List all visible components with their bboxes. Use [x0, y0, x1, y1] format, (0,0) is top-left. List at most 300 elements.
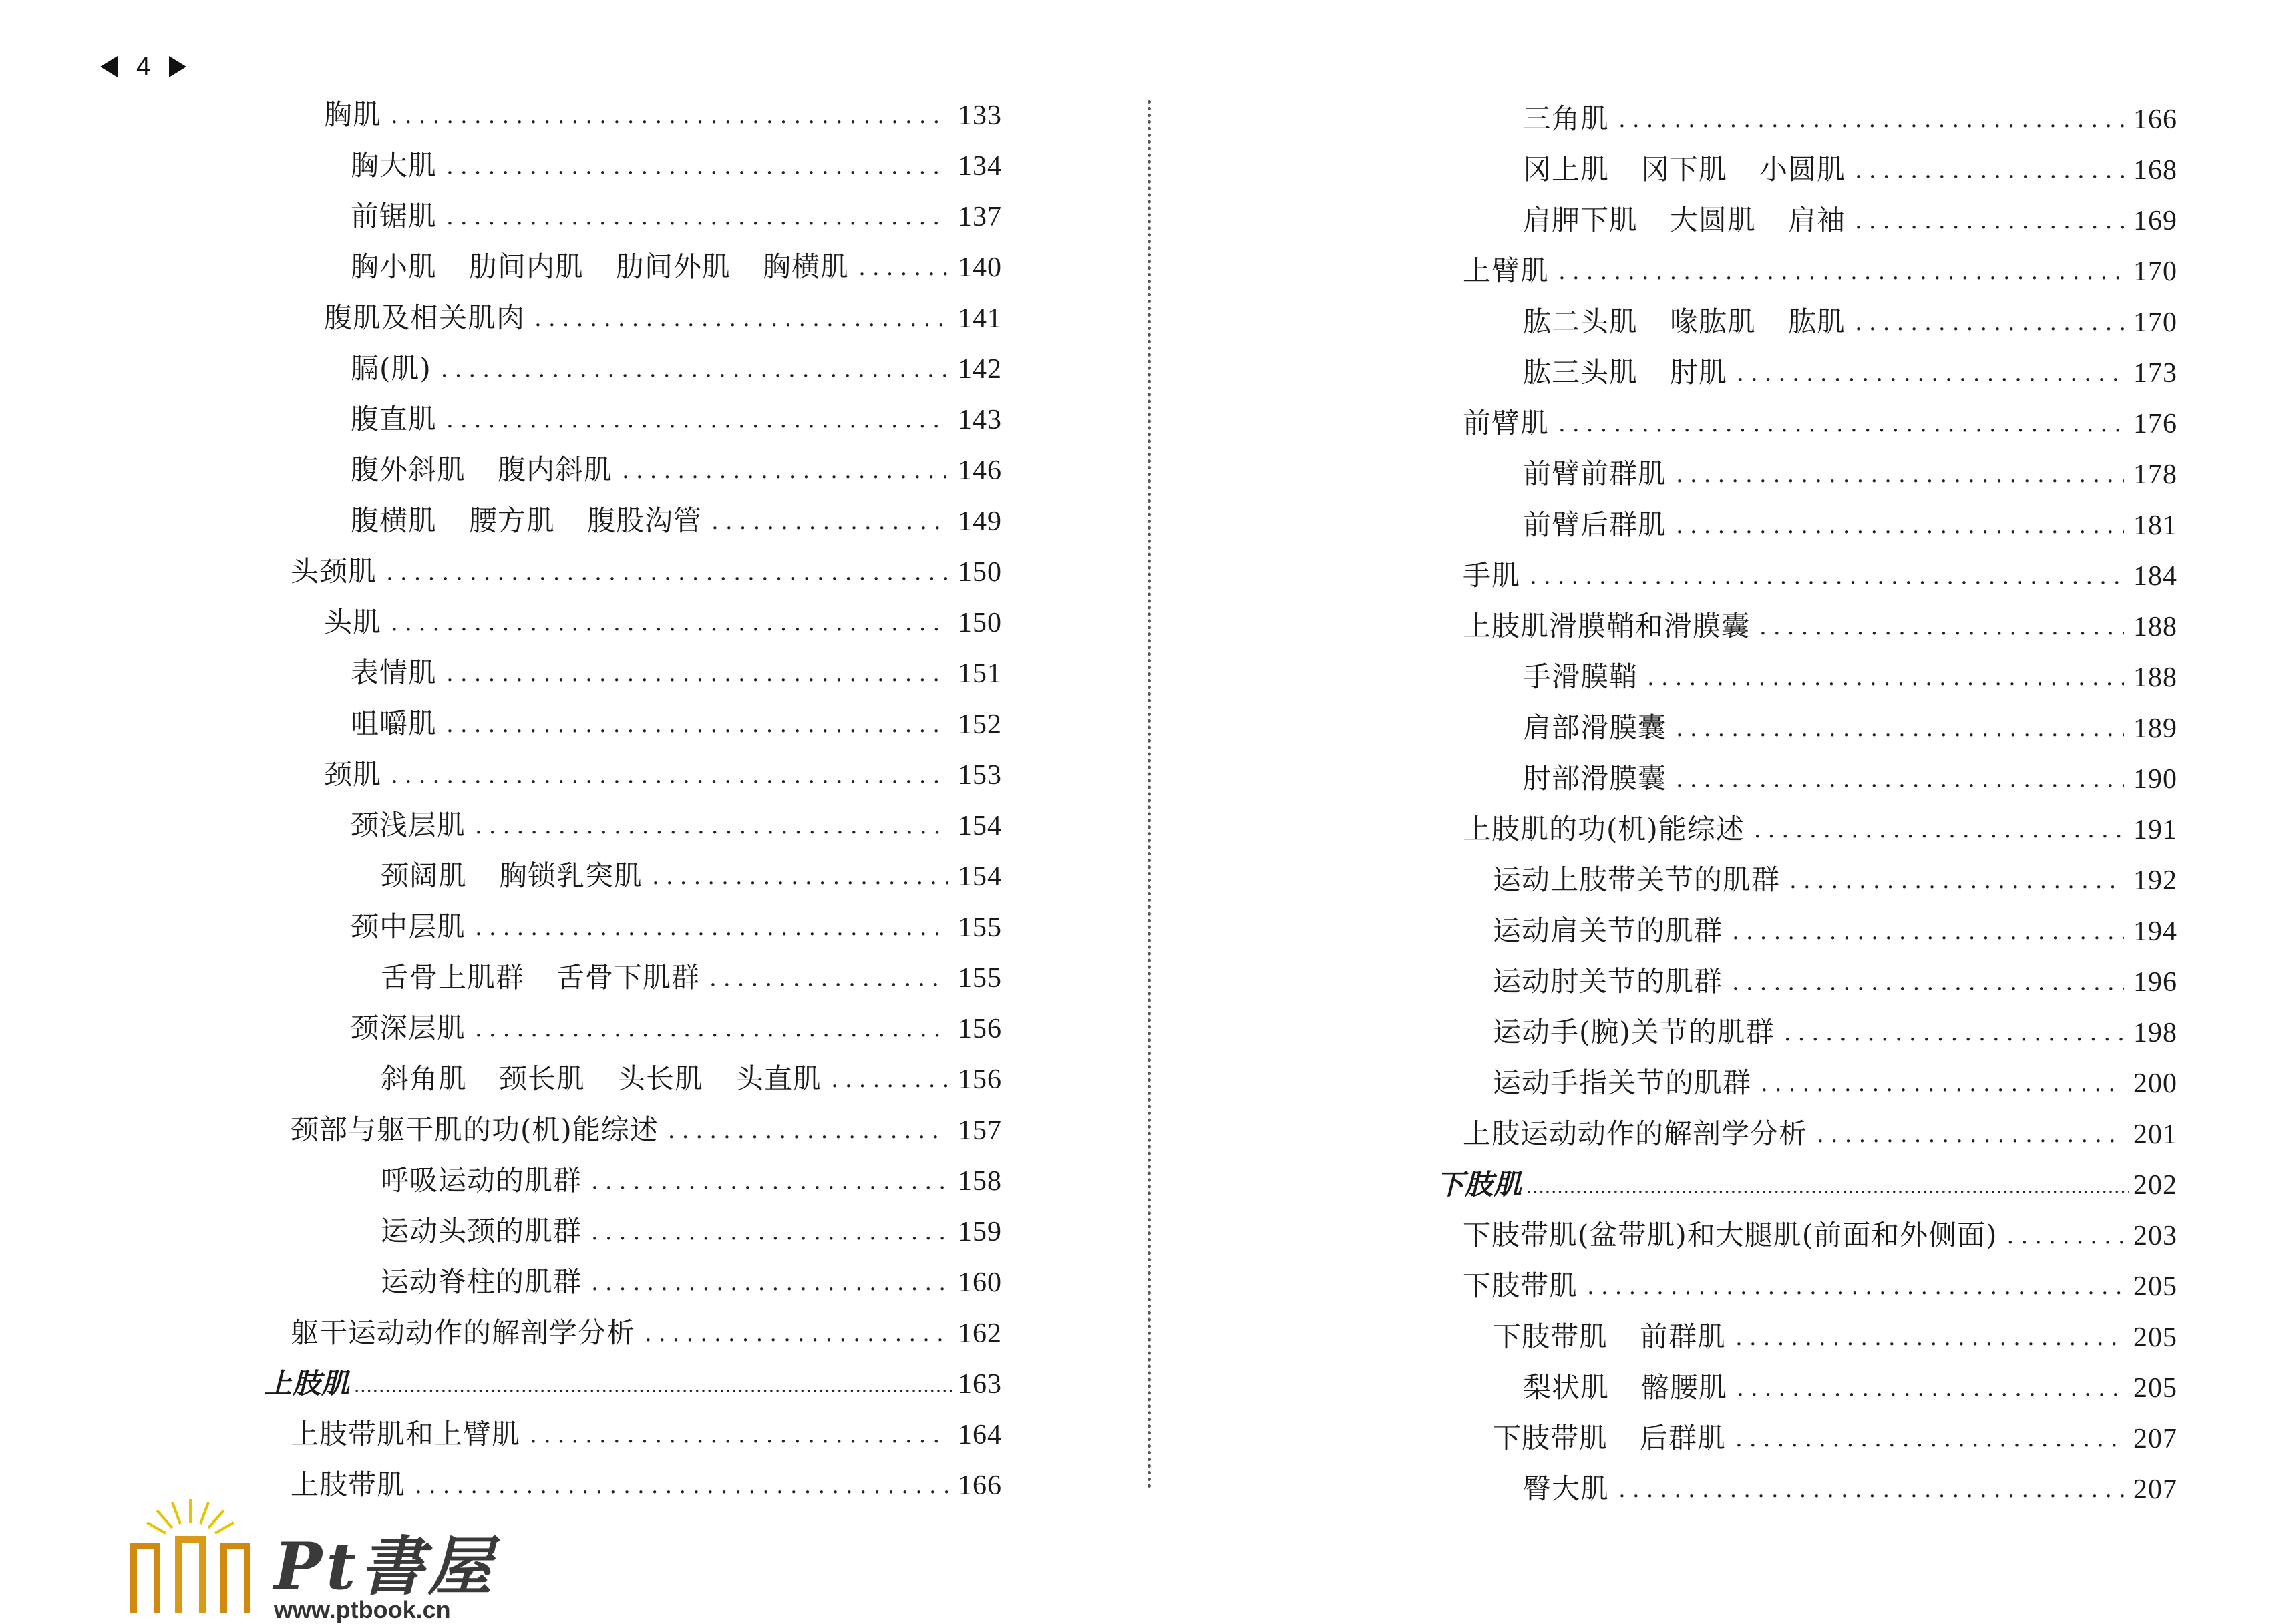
- toc-page-number: 157: [958, 1115, 1002, 1146]
- toc-entry-title: [1463, 556, 1520, 596]
- toc-page-number: 159: [958, 1217, 1002, 1247]
- toc-row[interactable]: [1493, 1317, 2177, 1357]
- toc-page-number: 184: [2133, 561, 2177, 592]
- toc-entry-title-part: 表情肌: [351, 656, 437, 689]
- toc-entry-title-part: 下肢带肌: [1463, 1269, 1578, 1302]
- toc-entry-title-part: 肱二头肌: [1523, 305, 1638, 338]
- dot-leader: [1558, 404, 2124, 444]
- logo-text: Pt書屋: [274, 1529, 496, 1604]
- toc-entry-title-part: 手滑膜鞘: [1523, 660, 1638, 693]
- toc-entry-title: [381, 856, 643, 896]
- toc-entry-title: [1493, 1418, 1726, 1458]
- column-divider: [1148, 100, 1151, 1489]
- toc-entry-title-part: 舌骨下肌群: [556, 961, 701, 994]
- toc-entry-title-part: 上肢运动动作的解剖学分析: [1463, 1117, 1808, 1150]
- toc-entry-title-part: 下肢带肌(盆带肌)和大腿肌(前面和外侧面): [1463, 1219, 1998, 1251]
- dot-leader: [354, 1366, 954, 1406]
- toc-entry-title-part: 后群肌: [1640, 1422, 1727, 1454]
- toc-row[interactable]: [381, 1059, 1002, 1099]
- toc-entry-title: [381, 1161, 582, 1201]
- toc-entry-title-part: 颈深层肌: [351, 1012, 466, 1044]
- toc-entry-title-part: 小圆肌: [1759, 153, 1846, 186]
- toc-row[interactable]: [1523, 1368, 2177, 1408]
- toc-entry-title-part: 前臂前群肌: [1523, 457, 1667, 490]
- toc-page-number: 149: [958, 506, 1002, 537]
- toc-entry-title: [351, 1008, 466, 1048]
- toc-entry-title-part: 颈肌: [324, 758, 382, 791]
- toc-entry-title-part: 胸肌: [324, 98, 382, 131]
- toc-entry-title: [1436, 1165, 1522, 1205]
- toc-page-number: 166: [2133, 104, 2177, 135]
- toc-entry-title: [1523, 759, 1666, 799]
- dot-leader: [1587, 1267, 2124, 1307]
- toc-entry-title-part: 腹内斜肌: [498, 453, 613, 486]
- toc-entry-title-part: 三角肌: [1523, 102, 1610, 135]
- toc-row[interactable]: [1493, 1012, 2177, 1052]
- toc-entry-title-part: 手肌: [1463, 559, 1521, 592]
- toc-page-number: 176: [2133, 409, 2177, 439]
- toc-page-number: 156: [958, 1014, 1002, 1044]
- dot-leader: [446, 400, 948, 440]
- toc-entry-title-part: 冈下肌: [1641, 153, 1728, 186]
- toc-page-number: 202: [2133, 1170, 2177, 1201]
- toc-entry-title: [381, 958, 700, 998]
- toc-page-number: 196: [2133, 967, 2177, 998]
- toc-entry-title-part: 头长肌: [617, 1062, 704, 1095]
- toc-entry-title-part: 膈(肌): [351, 352, 431, 385]
- toc-page-number: 153: [958, 760, 1002, 791]
- dot-leader: [1737, 353, 2124, 393]
- dot-leader: [1676, 455, 2124, 495]
- dot-leader: [1618, 1470, 2124, 1510]
- toc-page-number: 150: [958, 557, 1002, 588]
- dot-leader: [1759, 607, 2124, 647]
- toc-entry-title: [1523, 454, 1666, 494]
- toc-page-number: 188: [2133, 612, 2177, 642]
- toc-page-number: 133: [958, 100, 1002, 131]
- toc-entry-title-part: 肩部滑膜囊: [1523, 711, 1667, 744]
- dot-leader: [1784, 1013, 2124, 1053]
- dot-leader: [1855, 150, 2124, 190]
- toc-page-number: 201: [2133, 1119, 2177, 1150]
- logo-url: www.ptbook.cn: [274, 1596, 451, 1623]
- toc-page-number: 142: [958, 354, 1002, 385]
- toc-page-number: 141: [958, 303, 1002, 334]
- toc-row[interactable]: [1523, 454, 2177, 494]
- toc-entry-title-part: 肋间内肌: [469, 250, 584, 283]
- toc-entry-title-part: 前锯肌: [351, 200, 437, 232]
- toc-page-number: 137: [958, 202, 1002, 232]
- dot-leader: [591, 1212, 948, 1252]
- toc-entry-title-part: 腹直肌: [351, 403, 437, 435]
- toc-page-number: 170: [2133, 256, 2177, 287]
- toc-entry-title-part: 上肢肌滑膜鞘和滑膜囊: [1463, 610, 1751, 642]
- toc-row[interactable]: [1523, 99, 2177, 139]
- dot-leader: [591, 1263, 948, 1303]
- toc-entry-title: [351, 704, 437, 744]
- toc-entry-title: [351, 653, 437, 693]
- dot-leader: [441, 349, 948, 389]
- toc-row[interactable]: [1523, 353, 2177, 393]
- toc-page-number: 154: [958, 861, 1002, 892]
- toc-entry-title: [351, 450, 612, 490]
- toc-entry-title-part: 下肢带肌: [1493, 1422, 1608, 1454]
- toc-page-number: 154: [958, 811, 1002, 841]
- toc-page-number: 200: [2133, 1068, 2177, 1099]
- toc-page-number: 155: [958, 912, 1002, 943]
- toc-entry-title-part: 腹肌及相关肌肉: [324, 301, 526, 334]
- dot-leader: [1789, 861, 2124, 901]
- toc-entry-title: [1523, 200, 1846, 240]
- toc-row[interactable]: [324, 602, 1002, 642]
- toc-row[interactable]: [351, 349, 1002, 389]
- toc-section-row[interactable]: [1436, 1165, 2177, 1205]
- toc-row[interactable]: [351, 501, 1002, 541]
- toc-entry-title-part: 上臂肌: [1463, 254, 1550, 287]
- toc-row[interactable]: [351, 196, 1002, 236]
- toc-entry-title: [381, 1211, 582, 1251]
- toc-page-number: 205: [2133, 1373, 2177, 1404]
- dot-leader: [1855, 302, 2124, 343]
- toc-entry-title-part: 肩胛下肌: [1523, 204, 1638, 236]
- toc-entry-title-part: 运动上肢带关节的肌群: [1493, 863, 1781, 896]
- toc-row[interactable]: [1463, 1114, 2177, 1154]
- toc-entry-title-part: 肩袖: [1788, 204, 1846, 236]
- toc-row[interactable]: [351, 146, 1002, 186]
- toc-entry-title-part: 上肢肌的功(机)能综述: [1463, 813, 1745, 845]
- toc-entry-title: [1463, 1215, 1998, 1255]
- toc-entry-title-part: 胸锁乳突肌: [499, 859, 643, 892]
- dot-leader: [1732, 911, 2124, 952]
- toc-page-number: 155: [958, 963, 1002, 994]
- toc-page-number: 205: [2133, 1322, 2177, 1353]
- toc-entry-title: [351, 146, 437, 186]
- toc-entry-title: [351, 247, 849, 287]
- toc-row[interactable]: [291, 1110, 1002, 1150]
- dot-leader: [709, 958, 948, 998]
- toc-entry-title: [1523, 99, 1609, 139]
- toc-page-number: 191: [2133, 815, 2177, 845]
- dot-leader: [475, 1009, 948, 1049]
- toc-row[interactable]: [1523, 150, 2177, 190]
- toc-page-number: 181: [2133, 510, 2177, 541]
- toc-entry-title-part: 躯干运动动作的解剖学分析: [291, 1316, 636, 1349]
- toc-page-number: 205: [2133, 1271, 2177, 1302]
- toc-entry-title-part: 头直肌: [735, 1062, 822, 1095]
- toc-page-number: 198: [2133, 1018, 2177, 1048]
- toc-entry-title: [1493, 1012, 1775, 1052]
- toc-entry-title-part: 臀大肌: [1523, 1472, 1610, 1505]
- toc-row[interactable]: [1523, 302, 2177, 342]
- dot-leader: [711, 501, 948, 542]
- toc-page-number: 156: [958, 1064, 1002, 1095]
- toc-entry-title-part: 头肌: [324, 606, 382, 638]
- toc-row[interactable]: [351, 1008, 1002, 1048]
- toc-row[interactable]: [1463, 1266, 2177, 1306]
- toc-entry-title-part: 前群肌: [1640, 1320, 1727, 1353]
- dot-leader: [858, 248, 948, 288]
- toc-row[interactable]: [381, 856, 1002, 896]
- toc-entry-title-part: 大圆肌: [1670, 204, 1757, 236]
- toc-entry-title-part: 前臂后群肌: [1523, 508, 1667, 541]
- dot-leader: [645, 1313, 948, 1354]
- toc-page-number: 163: [958, 1369, 1002, 1400]
- dot-leader: [446, 704, 948, 745]
- dot-leader: [1526, 1167, 2129, 1207]
- toc-entry-title: [1523, 353, 1727, 393]
- toc-entry-title: [324, 602, 381, 642]
- dot-leader: [622, 451, 948, 491]
- toc-row[interactable]: [291, 552, 1002, 592]
- toc-page-number: 166: [958, 1470, 1002, 1501]
- dot-leader: [475, 907, 948, 948]
- next-page-icon[interactable]: [169, 56, 186, 77]
- toc-row[interactable]: [351, 653, 1002, 693]
- toc-page-number: 168: [2133, 155, 2177, 186]
- toc-row[interactable]: [1523, 505, 2177, 545]
- dot-leader: [446, 197, 948, 237]
- toc-entry-title: [1523, 302, 1846, 342]
- toc-row[interactable]: [1493, 1063, 2177, 1103]
- toc-page-number: 207: [2133, 1424, 2177, 1454]
- toc-entry-title-part: 运动脊柱的肌群: [381, 1265, 582, 1298]
- toc-entry-title-part: 腰方肌: [469, 504, 556, 537]
- book-shelf-icon: [120, 1496, 260, 1613]
- toc-page-number: 134: [958, 151, 1002, 182]
- toc-entry-title-part: 上肢肌: [264, 1367, 351, 1400]
- toc-row[interactable]: [1463, 556, 2177, 596]
- toc-entry-title: [1493, 1063, 1751, 1103]
- toc-page-number: 188: [2133, 662, 2177, 693]
- dot-leader: [446, 654, 948, 694]
- toc-entry-title-part: 肱肌: [1788, 305, 1846, 338]
- toc-entry-title-part: 喙肱肌: [1670, 305, 1757, 338]
- toc-page-number: 150: [958, 608, 1002, 638]
- publisher-logo: [120, 1496, 554, 1623]
- toc-entry-title: [291, 1414, 520, 1454]
- toc-entry-title-part: 运动肩关节的肌群: [1493, 914, 1723, 947]
- toc-page-number: 158: [958, 1166, 1002, 1197]
- toc-row[interactable]: [351, 247, 1002, 287]
- toc-entry-title-part: 肱三头肌: [1523, 356, 1638, 389]
- previous-page-icon[interactable]: [100, 56, 118, 77]
- dot-leader: [1732, 962, 2124, 1002]
- dot-leader: [2007, 1216, 2124, 1256]
- toc-entry-title: [1463, 403, 1549, 443]
- toc-entry-title: [264, 1364, 350, 1404]
- toc-page-number: 203: [2133, 1221, 2177, 1251]
- toc-row[interactable]: [351, 805, 1002, 845]
- toc-row[interactable]: [1463, 251, 2177, 291]
- toc-entry-title-part: 腹横肌: [351, 504, 437, 537]
- toc-entry-title-part: 肘肌: [1670, 356, 1728, 389]
- dot-leader: [1735, 1317, 2124, 1358]
- toc-entry-title: [381, 1262, 582, 1302]
- toc-page-number: 146: [958, 455, 1002, 486]
- toc-row[interactable]: [291, 1313, 1002, 1353]
- toc-entry-title: [1523, 505, 1666, 545]
- toc-row[interactable]: [351, 399, 1002, 439]
- dot-leader: [530, 1415, 948, 1455]
- toc-row[interactable]: [1493, 911, 2177, 951]
- toc-page-number: 189: [2133, 713, 2177, 744]
- toc-entry-title-part: 颈部与躯干肌的功(机)能综述: [291, 1113, 659, 1146]
- toc-row[interactable]: [1523, 759, 2177, 799]
- toc-row[interactable]: [1493, 860, 2177, 900]
- dot-leader: [1676, 759, 2124, 799]
- dot-leader: [391, 603, 948, 643]
- dot-leader: [1761, 1064, 2124, 1104]
- toc-page-number: 178: [2133, 459, 2177, 490]
- toc-entry-title-part: 肘部滑膜囊: [1523, 762, 1667, 795]
- toc-entry-title: [1523, 708, 1666, 748]
- toc-section-row[interactable]: [264, 1364, 1002, 1404]
- toc-entry-title: [351, 196, 437, 236]
- toc-row[interactable]: [351, 907, 1002, 947]
- toc-page-number: 162: [958, 1318, 1002, 1349]
- dot-leader: [1558, 252, 2124, 292]
- toc-entry-title-part: 前臂肌: [1463, 407, 1550, 439]
- dot-leader: [652, 857, 948, 897]
- toc-row[interactable]: [1463, 606, 2177, 646]
- toc-entry-title: [1463, 1114, 1807, 1154]
- toc-entry-title: [1523, 1368, 1727, 1408]
- toc-page-number: 173: [2133, 358, 2177, 389]
- dot-leader: [1855, 201, 2124, 241]
- toc-page-number: 140: [958, 252, 1002, 283]
- toc-entry-title-part: 颈中层肌: [351, 910, 466, 943]
- toc-row[interactable]: [1463, 1215, 2177, 1255]
- page-navigation: [100, 47, 186, 87]
- toc-entry-title: [291, 1313, 635, 1353]
- toc-row[interactable]: [1523, 200, 2177, 240]
- dot-leader: [475, 806, 948, 846]
- toc-row[interactable]: [381, 958, 1002, 998]
- toc-entry-title: [1493, 1317, 1726, 1357]
- dot-leader: [391, 755, 948, 795]
- toc-entry-title-part: 肋间外肌: [616, 250, 731, 283]
- toc-row[interactable]: [324, 95, 1002, 135]
- toc-row[interactable]: [1523, 708, 2177, 748]
- toc-row[interactable]: [381, 1262, 1002, 1302]
- dot-leader: [591, 1161, 948, 1201]
- dot-leader: [668, 1110, 948, 1151]
- toc-entry-title: [1523, 657, 1638, 697]
- toc-entry-title-part: 腹外斜肌: [351, 453, 466, 486]
- dot-leader: [1737, 1368, 2124, 1408]
- toc-entry-title-part: 斜角肌: [381, 1062, 468, 1095]
- toc-entry-title: [351, 805, 466, 845]
- toc-row[interactable]: [291, 1414, 1002, 1454]
- toc-entry-title-part: 咀嚼肌: [351, 707, 437, 740]
- toc-entry-title-part: 梨状肌: [1523, 1371, 1610, 1404]
- toc-entry-title: [1523, 1469, 1609, 1509]
- toc-row[interactable]: [1523, 657, 2177, 697]
- toc-entry-title-part: 运动手指关节的肌群: [1493, 1066, 1752, 1099]
- toc-entry-title-part: 呼吸运动的肌群: [381, 1164, 582, 1197]
- toc-page-number: 151: [958, 658, 1002, 689]
- toc-row[interactable]: [381, 1211, 1002, 1251]
- toc-entry-title: [1463, 809, 1745, 849]
- toc-entry-title: [1523, 150, 1846, 190]
- toc-row[interactable]: [1463, 809, 2177, 849]
- toc-entry-title: [324, 95, 381, 135]
- toc-entry-title: [351, 349, 431, 389]
- toc-row[interactable]: [324, 755, 1002, 795]
- toc-entry-title: [1463, 606, 1750, 646]
- toc-page-number: 143: [958, 405, 1002, 435]
- dot-leader: [1676, 505, 2124, 546]
- toc-entry-title: [291, 552, 377, 592]
- toc-entry-title-part: 下肢肌: [1436, 1168, 1523, 1201]
- toc-entry-title: [1463, 251, 1549, 291]
- toc-entry-title: [351, 501, 702, 541]
- toc-page-number: 190: [2133, 764, 2177, 795]
- toc-entry-title: [1493, 962, 1723, 1002]
- toc-row[interactable]: [381, 1161, 1002, 1201]
- toc-entry-title-part: 下肢带肌: [1493, 1320, 1608, 1353]
- toc-entry-title-part: 上肢带肌: [291, 1468, 406, 1501]
- toc-entry-title: [351, 399, 437, 439]
- toc-row[interactable]: [1493, 1418, 2177, 1458]
- dot-leader: [534, 298, 948, 339]
- toc-entry-title-part: 运动肘关节的肌群: [1493, 965, 1723, 998]
- toc-entry-title: [381, 1059, 822, 1099]
- toc-entry-title: [1493, 911, 1723, 951]
- toc-row[interactable]: [351, 450, 1002, 490]
- toc-entry-title-part: 髂腰肌: [1641, 1371, 1728, 1404]
- toc-entry-title-part: 胸横肌: [763, 250, 850, 283]
- toc-entry-title-part: 腹股沟管: [587, 504, 703, 537]
- toc-entry-title: [351, 907, 466, 947]
- toc-page-number: 160: [958, 1267, 1002, 1298]
- toc-entry-title: [324, 755, 381, 795]
- page-number: 4: [136, 52, 151, 81]
- toc-entry-title-part: 胸小肌: [351, 250, 437, 283]
- dot-leader: [1530, 556, 2124, 596]
- dot-leader: [1647, 658, 2124, 698]
- dot-leader: [391, 95, 948, 136]
- toc-entry-title-part: 头颈肌: [291, 555, 377, 588]
- toc-entry-title: [291, 1110, 659, 1150]
- toc-entry-title-part: 颈长肌: [499, 1062, 586, 1095]
- toc-entry-title-part: 颈阔肌: [381, 859, 468, 892]
- toc-entry-title-part: 上肢带肌和上臂肌: [291, 1418, 521, 1450]
- dot-leader: [1735, 1419, 2124, 1459]
- dot-leader: [831, 1060, 948, 1100]
- dot-leader: [446, 146, 948, 186]
- toc-page-number: 164: [958, 1420, 1002, 1450]
- toc-row[interactable]: [1523, 1469, 2177, 1509]
- toc-page-number: 152: [958, 709, 1002, 740]
- toc-entry-title: [1463, 1266, 1578, 1306]
- toc-row[interactable]: [1463, 403, 2177, 443]
- toc-row[interactable]: [351, 704, 1002, 744]
- toc-page-number: 169: [2133, 206, 2177, 236]
- toc-entry-title-part: 运动头颈的肌群: [381, 1215, 582, 1247]
- toc-entry-title: [324, 298, 525, 338]
- dot-leader: [1754, 810, 2124, 850]
- dot-leader: [1618, 99, 2124, 140]
- toc-page-number: 194: [2133, 916, 2177, 947]
- toc-row[interactable]: [324, 298, 1002, 338]
- toc-entry-title-part: 运动手(腕)关节的肌群: [1493, 1016, 1775, 1048]
- toc-entry-title-part: 舌骨上肌群: [381, 961, 525, 994]
- toc-row[interactable]: [1493, 962, 2177, 1002]
- toc-entry-title-part: 冈上肌: [1523, 153, 1610, 186]
- toc-page-number: 192: [2133, 865, 2177, 896]
- toc-entry-title: [1493, 860, 1780, 900]
